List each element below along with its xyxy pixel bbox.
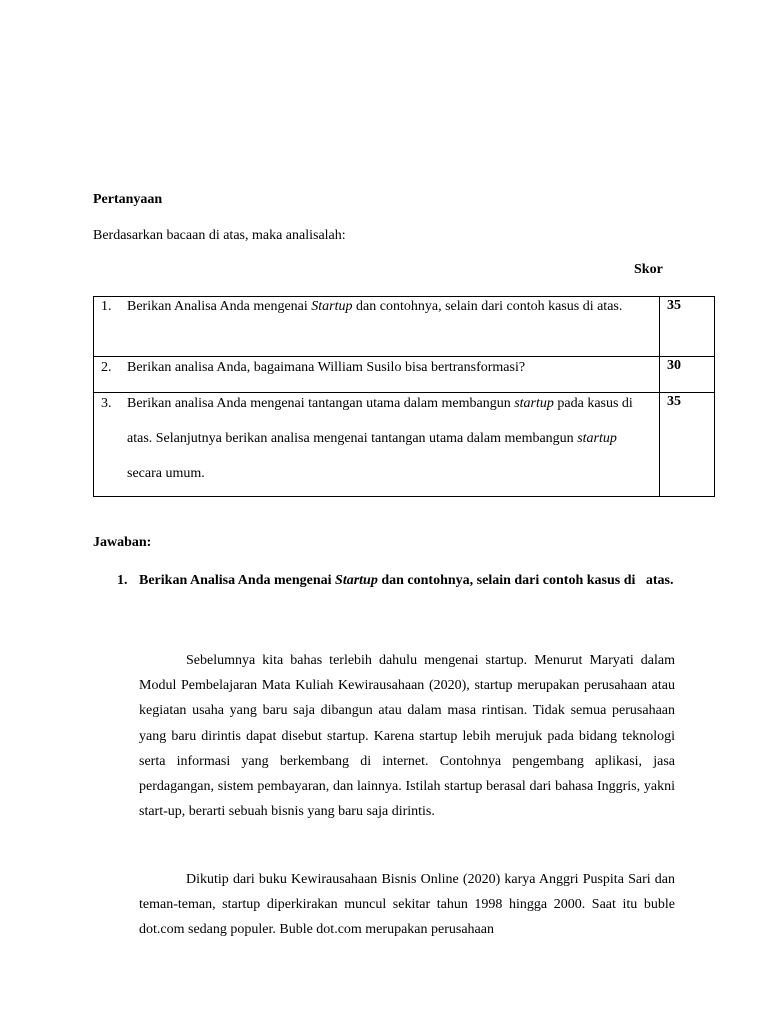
question-score: 35 bbox=[660, 297, 715, 357]
text-run: secara umum. bbox=[127, 466, 205, 481]
text-run: pada kasus di atas. Selanjutnya berikan analisa mengenai tantangan utama dalam membangun bbox=[127, 396, 633, 446]
section-heading: Pertanyaan bbox=[93, 192, 163, 207]
text-run: Berikan Analisa Anda mengenai bbox=[139, 573, 336, 588]
intro-line: Berdasarkan bacaan di atas, maka analisalah: bbox=[93, 228, 346, 243]
question-number: 2. bbox=[101, 360, 112, 375]
text-run: Berikan Analisa Anda mengenai bbox=[127, 299, 312, 314]
question-score: 30 bbox=[660, 357, 715, 393]
question-text bbox=[127, 360, 525, 375]
italic-term: startup bbox=[577, 431, 617, 446]
question-table bbox=[93, 296, 715, 497]
text-run: Berikan analisa Anda, bagaimana William Susilo bisa bertransformasi? bbox=[127, 360, 526, 375]
answer-number: 1. bbox=[117, 573, 128, 588]
answer-paragraph: Dikutip dari buku Kewirausahaan Bisnis Online (2020) karya Anggri Puspita Sari dan teman-teman, startup diperkirakan muncul sekitar tahun 1998 hingga 2000. Saat itu buble dot.com sedang populer. Buble dot.com merupakan perusahaan bbox=[139, 872, 675, 938]
answer-1-heading bbox=[117, 567, 675, 595]
question-number: 1. bbox=[101, 299, 112, 314]
question-text bbox=[127, 299, 622, 314]
answer-title bbox=[117, 567, 675, 595]
italic-term: startup bbox=[514, 396, 554, 411]
italic-term: Startup bbox=[311, 299, 353, 314]
question-cell bbox=[94, 393, 660, 497]
answers-heading: Jawaban: bbox=[93, 535, 152, 550]
score-column-header: Skor bbox=[634, 262, 663, 277]
question-cell bbox=[94, 297, 660, 357]
question-text bbox=[127, 396, 633, 481]
text-run: dan contohnya, selain dari contoh kasus di atas. bbox=[352, 299, 623, 314]
question-number: 3. bbox=[101, 396, 112, 411]
text-run: Berikan analisa Anda mengenai tantangan utama dalam membangun bbox=[127, 396, 515, 411]
text-run: dan contohnya, selain dari contoh kasus di atas. bbox=[377, 573, 674, 588]
question-row bbox=[94, 297, 715, 357]
question-score: 35 bbox=[660, 393, 715, 497]
question-row bbox=[94, 393, 715, 497]
answer-paragraph: Sebelumnya kita bahas terlebih dahulu mengenai startup. Menurut Maryati dalam Modul Pembelajaran Mata Kuliah Kewirausahaan (2020), startup merupakan perusahaan atau kegiatan usaha yang baru saja dibangun atau dalam masa rintisan. Tidak semua perusahaan yang baru dirintis dapat disebut startup. Karena startup lebih merujuk pada bidang teknologi serta informasi yang berkembang di internet. Contohnya pengembang aplikasi, jasa perdagangan, sistem pembayaran, dan lainnya. Istilah startup berasal dari bahasa Inggris, yakni start-up, berarti sebuah bisnis yang baru saja dirintis. bbox=[139, 653, 675, 820]
italic-term: Startup bbox=[335, 573, 378, 588]
